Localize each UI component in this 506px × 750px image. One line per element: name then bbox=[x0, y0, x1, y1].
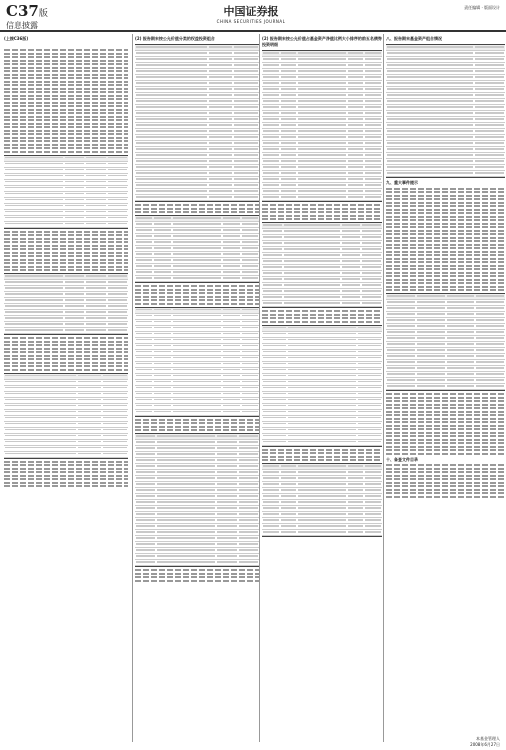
column-1 bbox=[4, 34, 128, 742]
footer bbox=[470, 736, 500, 748]
publish-date: 2008年6月27日 bbox=[470, 742, 500, 747]
logo-chinese: 中国证券报 bbox=[223, 5, 279, 18]
header-info: 责任编辑 · 版面设计 bbox=[464, 5, 500, 10]
data-table bbox=[262, 463, 382, 537]
data-table bbox=[4, 155, 128, 229]
data-table bbox=[4, 373, 128, 459]
column-1-heading: (上接C36版) bbox=[4, 36, 29, 41]
data-table bbox=[386, 293, 505, 391]
page-suffix: 版 bbox=[38, 9, 48, 19]
data-table bbox=[386, 44, 505, 178]
column-3-heading: (2) 报告期末按公允价值占基金资产净值比例大小排序的前五名债券投资明细 bbox=[262, 36, 382, 47]
data-table bbox=[135, 44, 259, 202]
article-columns bbox=[4, 34, 502, 742]
data-table bbox=[262, 50, 382, 202]
section-title: 信息披露 bbox=[6, 21, 38, 30]
column-3 bbox=[259, 34, 382, 742]
page-number-value: C37 bbox=[6, 2, 39, 20]
section-heading: 十、备查文件目录 bbox=[386, 456, 418, 462]
column-4-heading: 八、报告期末基金资产组合情况 bbox=[386, 36, 442, 41]
column-2-heading: (2) 报告期末按公允价值分类的权益投资组合 bbox=[135, 36, 215, 41]
data-table bbox=[262, 325, 382, 447]
publisher-name: 本基金管理人 bbox=[476, 736, 500, 741]
section-heading: 九、重大事件提示 bbox=[386, 180, 418, 185]
data-table bbox=[262, 222, 382, 308]
text-block bbox=[4, 43, 128, 48]
newspaper-logo bbox=[215, 3, 287, 25]
data-table bbox=[4, 273, 128, 335]
column-4 bbox=[383, 34, 505, 742]
masthead bbox=[0, 0, 506, 32]
data-table bbox=[135, 215, 259, 283]
data-table bbox=[135, 307, 259, 417]
logo-english: CHINA SECURITIES JOURNAL bbox=[216, 19, 286, 24]
column-2 bbox=[132, 34, 259, 742]
data-table bbox=[135, 433, 259, 567]
page-number bbox=[6, 2, 48, 20]
